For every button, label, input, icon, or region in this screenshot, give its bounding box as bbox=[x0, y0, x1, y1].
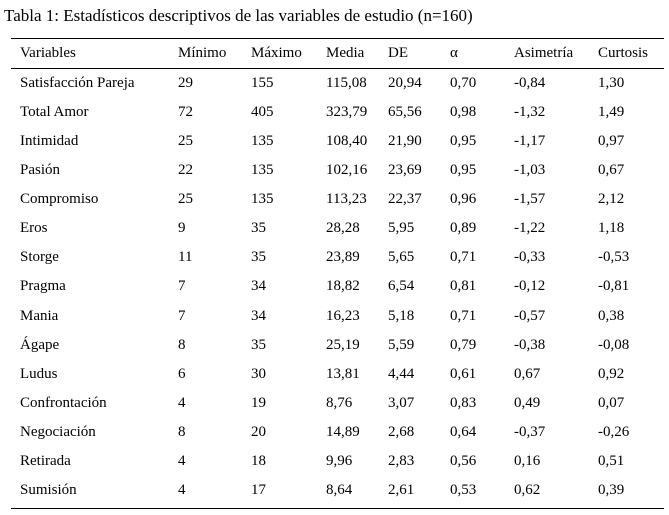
cell-mean: 9,96 bbox=[326, 452, 353, 469]
cell-alpha: 0,89 bbox=[450, 220, 477, 237]
cell-kurtosis: 0,97 bbox=[598, 133, 625, 150]
cell-kurtosis: 1,18 bbox=[598, 220, 625, 237]
cell-alpha: 0,64 bbox=[450, 423, 477, 440]
cell-variable: Confrontación bbox=[20, 394, 107, 411]
cell-variable: Storge bbox=[20, 249, 59, 266]
cell-variable: Retirada bbox=[20, 452, 71, 469]
cell-maximum: 405 bbox=[251, 104, 274, 121]
header-maximum: Máximo bbox=[251, 45, 302, 61]
cell-minimum: 11 bbox=[178, 249, 193, 266]
cell-mean: 14,89 bbox=[326, 423, 360, 440]
cell-alpha: 0,53 bbox=[450, 481, 477, 498]
cell-variable: Intimidad bbox=[20, 133, 79, 150]
cell-kurtosis: 0,07 bbox=[598, 394, 625, 411]
cell-alpha: 0,56 bbox=[450, 452, 477, 469]
cell-alpha: 0,95 bbox=[450, 162, 477, 179]
cell-minimum: 7 bbox=[178, 278, 186, 295]
cell-variable: Total Amor bbox=[20, 104, 89, 121]
cell-minimum: 25 bbox=[178, 133, 193, 150]
cell-skewness: 0,16 bbox=[514, 452, 541, 469]
cell-maximum: 35 bbox=[251, 336, 266, 353]
header-kurtosis: Curtosis bbox=[598, 45, 649, 61]
cell-mean: 8,76 bbox=[326, 394, 353, 411]
cell-minimum: 4 bbox=[178, 452, 186, 469]
cell-minimum: 6 bbox=[178, 365, 186, 382]
cell-minimum: 25 bbox=[178, 191, 193, 208]
cell-skewness: 0,49 bbox=[514, 394, 541, 411]
cell-kurtosis: 2,12 bbox=[598, 191, 625, 208]
cell-sd: 2,61 bbox=[388, 481, 415, 498]
cell-sd: 21,90 bbox=[388, 133, 422, 150]
cell-minimum: 9 bbox=[178, 220, 186, 237]
cell-mean: 8,64 bbox=[326, 481, 353, 498]
cell-minimum: 8 bbox=[178, 336, 186, 353]
cell-skewness: -1,22 bbox=[514, 220, 546, 237]
cell-minimum: 4 bbox=[178, 394, 186, 411]
cell-kurtosis: 0,51 bbox=[598, 452, 625, 469]
cell-mean: 113,23 bbox=[326, 191, 367, 208]
cell-maximum: 19 bbox=[251, 394, 266, 411]
cell-variable: Mania bbox=[20, 307, 59, 324]
cell-alpha: 0,83 bbox=[450, 394, 477, 411]
cell-skewness: -0,38 bbox=[514, 336, 546, 353]
cell-sd: 3,07 bbox=[388, 394, 415, 411]
cell-maximum: 20 bbox=[251, 423, 266, 440]
cell-mean: 108,40 bbox=[326, 133, 368, 150]
cell-skewness: -0,37 bbox=[514, 423, 546, 440]
cell-mean: 28,28 bbox=[326, 220, 360, 237]
table-caption: Tabla 1: Estadísticos descriptivos de las variables de estudio (n=160) bbox=[4, 6, 473, 25]
header-skewness: Asimetría bbox=[514, 45, 574, 61]
cell-variable: Eros bbox=[20, 220, 48, 237]
cell-sd: 5,18 bbox=[388, 307, 415, 324]
cell-sd: 5,65 bbox=[388, 249, 415, 266]
cell-mean: 323,79 bbox=[326, 104, 368, 121]
cell-maximum: 135 bbox=[251, 162, 274, 179]
cell-mean: 102,16 bbox=[326, 162, 368, 179]
cell-skewness: -1,32 bbox=[514, 104, 546, 121]
cell-sd: 4,44 bbox=[388, 365, 415, 382]
cell-alpha: 0,96 bbox=[450, 191, 477, 208]
header-variable: Variables bbox=[20, 45, 76, 61]
cell-skewness: 0,67 bbox=[514, 365, 541, 382]
cell-alpha: 0,61 bbox=[450, 365, 477, 382]
cell-alpha: 0,81 bbox=[450, 278, 477, 295]
cell-kurtosis: 0,92 bbox=[598, 365, 625, 382]
cell-alpha: 0,71 bbox=[450, 307, 477, 324]
cell-sd: 22,37 bbox=[388, 191, 422, 208]
cell-variable: Satisfacción Pareja bbox=[20, 75, 135, 91]
cell-sd: 65,56 bbox=[388, 104, 422, 121]
cell-variable: Ágape bbox=[20, 336, 60, 353]
cell-kurtosis: 0,38 bbox=[598, 307, 625, 324]
cell-maximum: 34 bbox=[251, 278, 266, 295]
cell-maximum: 35 bbox=[251, 249, 266, 266]
cell-kurtosis: -0,81 bbox=[598, 278, 630, 295]
cell-maximum: 17 bbox=[251, 481, 266, 498]
cell-kurtosis: 0,39 bbox=[598, 481, 625, 498]
cell-kurtosis: 0,67 bbox=[598, 162, 625, 179]
cell-sd: 2,68 bbox=[388, 423, 415, 440]
cell-skewness: -1,03 bbox=[514, 162, 546, 179]
cell-minimum: 7 bbox=[178, 307, 186, 324]
cell-variable: Negociación bbox=[20, 423, 96, 440]
cell-kurtosis: 1,30 bbox=[598, 75, 625, 91]
header-minimum: Mínimo bbox=[178, 45, 227, 61]
cell-mean: 115,08 bbox=[326, 75, 367, 91]
cell-variable: Pragma bbox=[20, 278, 66, 295]
cell-alpha: 0,71 bbox=[450, 249, 477, 266]
cell-kurtosis: -0,53 bbox=[598, 249, 630, 266]
cell-minimum: 22 bbox=[178, 162, 193, 179]
cell-sd: 20,94 bbox=[388, 75, 422, 91]
cell-maximum: 18 bbox=[251, 452, 266, 469]
cell-sd: 2,83 bbox=[388, 452, 415, 469]
cell-maximum: 135 bbox=[251, 133, 274, 150]
cell-mean: 25,19 bbox=[326, 336, 360, 353]
cell-variable: Pasión bbox=[20, 162, 61, 179]
cell-variable: Ludus bbox=[20, 365, 58, 382]
cell-mean: 18,82 bbox=[326, 278, 360, 295]
cell-skewness: 0,62 bbox=[514, 481, 541, 498]
cell-maximum: 135 bbox=[251, 191, 274, 208]
cell-kurtosis: 1,49 bbox=[598, 104, 625, 121]
cell-variable: Compromiso bbox=[20, 191, 99, 208]
cell-skewness: -0,12 bbox=[514, 278, 546, 295]
cell-skewness: -1,57 bbox=[514, 191, 546, 208]
cell-mean: 16,23 bbox=[326, 307, 360, 324]
cell-minimum: 4 bbox=[178, 481, 186, 498]
cell-skewness: -1,17 bbox=[514, 133, 546, 150]
header-alpha: α bbox=[450, 45, 458, 61]
cell-maximum: 34 bbox=[251, 307, 266, 324]
header-mean: Media bbox=[326, 45, 365, 61]
cell-kurtosis: -0,26 bbox=[598, 423, 630, 440]
cell-sd: 6,54 bbox=[388, 278, 415, 295]
cell-mean: 23,89 bbox=[326, 249, 360, 266]
cell-alpha: 0,70 bbox=[450, 75, 477, 91]
header-sd: DE bbox=[388, 45, 408, 61]
cell-maximum: 155 bbox=[251, 75, 274, 91]
cell-skewness: -0,84 bbox=[514, 75, 546, 91]
cell-minimum: 8 bbox=[178, 423, 186, 440]
cell-minimum: 29 bbox=[178, 75, 193, 91]
cell-kurtosis: -0,08 bbox=[598, 336, 630, 353]
cell-alpha: 0,95 bbox=[450, 133, 477, 150]
cell-skewness: -0,57 bbox=[514, 307, 546, 324]
cell-sd: 5,59 bbox=[388, 336, 415, 353]
cell-variable: Sumisión bbox=[20, 481, 77, 498]
cell-maximum: 35 bbox=[251, 220, 266, 237]
cell-sd: 23,69 bbox=[388, 162, 422, 179]
cell-alpha: 0,98 bbox=[450, 104, 477, 121]
cell-minimum: 72 bbox=[178, 104, 193, 121]
cell-alpha: 0,79 bbox=[450, 336, 477, 353]
cell-mean: 13,81 bbox=[326, 365, 360, 382]
cell-sd: 5,95 bbox=[388, 220, 415, 237]
cell-maximum: 30 bbox=[251, 365, 266, 382]
cell-skewness: -0,33 bbox=[514, 249, 546, 266]
